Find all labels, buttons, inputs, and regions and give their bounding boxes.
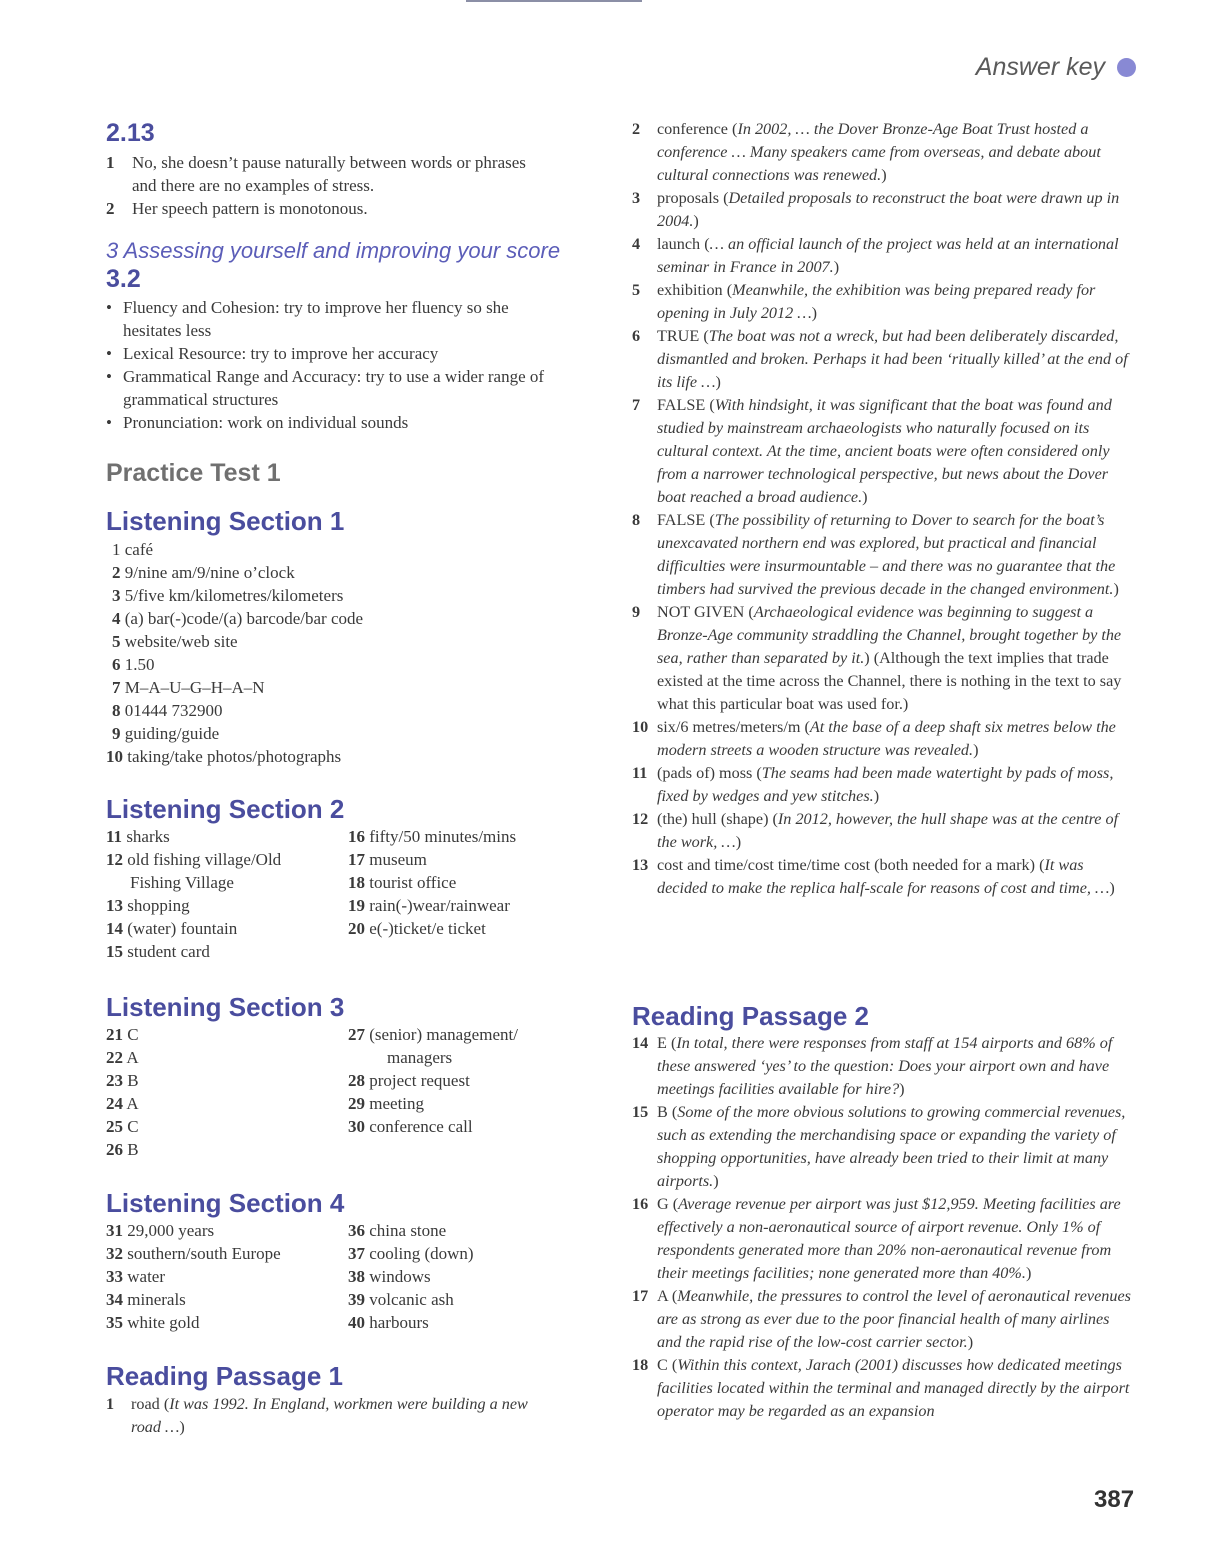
answer-item: 16 G (Average revenue per airport was just $12,959. Meeting facilities are effectively a non-aeronautical source of airport revenue. Only 1% of respondents generated more than 20% non-aeronautical revenue from their meetings facilities; none generated more than 40%.) xyxy=(632,1193,1136,1285)
answer-quote: With hindsight, it was significant that the boat was found and studied by mainstream archaeologists who naturally focused on its cultural context. At the time, ancient boats were often considered only from a narrower technological perspective, but news about the Dover boat reached a broad audience. xyxy=(657,396,1112,506)
list-item-continuation xyxy=(348,1046,606,1069)
list-item xyxy=(106,1288,348,1311)
list-item xyxy=(348,1219,606,1242)
ls2-heading: Listening Section 2 xyxy=(106,794,345,824)
item-text: guiding/guide xyxy=(124,724,220,743)
item-number: 2 xyxy=(112,563,121,582)
list-item xyxy=(106,894,348,917)
answer-quote: … an official launch of the project was held at an international seminar in France in 2007. xyxy=(657,235,1119,276)
list-item xyxy=(106,1242,348,1265)
item-text: 5/five km/kilometres/kilometers xyxy=(124,586,344,605)
listening-section-4 xyxy=(106,1187,606,1334)
item-number: 5 xyxy=(112,632,121,651)
item-number: 15 xyxy=(632,1103,649,1121)
item-number: 10 xyxy=(106,747,123,766)
answer-item: 9 NOT GIVEN (Archaeological evidence was beginning to suggest a Bronze-Age community straddling the Channel, brought together by the sea, rather than separated by it.) (Although the text implies that trade existed at the time across the Channel, there is nothing in the text to say what this particular boat was used for.) xyxy=(632,601,1136,716)
item-text: C xyxy=(127,1025,139,1044)
item-number: 10 xyxy=(632,718,649,736)
item-text: C xyxy=(127,1117,139,1136)
heading-2-13: 2.13 xyxy=(106,119,155,147)
ls3-columns xyxy=(106,1023,606,1161)
list-item xyxy=(106,1115,348,1138)
page-number: 387 xyxy=(1094,1486,1135,1513)
item-text: museum xyxy=(369,850,427,869)
answer-text: A xyxy=(657,1287,668,1305)
list-item xyxy=(106,699,606,722)
section-2-13 xyxy=(106,118,606,220)
list-item xyxy=(106,538,606,561)
item-number: 8 xyxy=(632,511,641,529)
answer-text: cost and time/cost time/time cost (both needed for a mark) xyxy=(657,856,1036,874)
ls1-heading: Listening Section 1 xyxy=(106,506,345,536)
item-text: minerals xyxy=(127,1290,186,1309)
practice-test-heading xyxy=(106,458,606,488)
item-number: 23 xyxy=(106,1071,123,1090)
item-text: (a) bar(-)code/(a) barcode/bar code xyxy=(124,609,364,628)
list-item xyxy=(106,745,606,768)
answer-item: 6 TRUE (The boat was not a wreck, but had been deliberately discarded, dismantled and broken. Perhaps it had been ‘ritually killed’ at the end of its life …) xyxy=(632,325,1136,394)
item-number: 26 xyxy=(106,1140,123,1159)
answer-quote: Meanwhile, the pressures to control the level of aeronautical revenues are as strong as ever due to the poor financial health of many airlines and the rapid rise of the low-cost carrier sector. xyxy=(657,1287,1131,1351)
answer-text: (the) hull (shape) xyxy=(657,810,769,828)
list-item xyxy=(106,630,606,653)
bullet-icon: • xyxy=(106,413,112,432)
bullet-item xyxy=(106,342,606,365)
item-number: 32 xyxy=(106,1244,123,1263)
bullet-icon: • xyxy=(106,344,112,363)
item-number: 14 xyxy=(632,1034,649,1052)
section-3-2 xyxy=(106,264,606,434)
item-number: 17 xyxy=(348,850,365,869)
bullet-icon: • xyxy=(106,298,112,317)
answer-text: B xyxy=(657,1103,668,1121)
item-number: 9 xyxy=(112,724,121,743)
list-item xyxy=(106,1046,348,1069)
item-text: project request xyxy=(369,1071,470,1090)
reading-passage-1 xyxy=(106,1360,606,1439)
item-text: café xyxy=(124,540,154,559)
list-item xyxy=(348,1265,606,1288)
answer-item: 4 launch (… an official launch of the project was held at an international seminar in France in 2007.) xyxy=(632,233,1136,279)
list-item xyxy=(348,1311,606,1334)
item-text: (senior) management/ xyxy=(369,1025,518,1044)
answer-quote: Meanwhile, the exhibition was being prepared ready for opening in July 2012 … xyxy=(657,281,1096,322)
answer-item: 15 B (Some of the more obvious solutions to growing commercial revenues, such as extending the merchandising space or expanding the variety of shopping opportunities, have already been tried to their limit at many airports.) xyxy=(632,1101,1136,1193)
answer-item: 5 exhibition (Meanwhile, the exhibition was being prepared ready for opening in July 2012 …) xyxy=(632,279,1136,325)
rp1-first-answer xyxy=(106,1393,606,1439)
list-item xyxy=(106,722,606,745)
rp1-heading: Reading Passage 1 xyxy=(106,1361,343,1391)
list-item xyxy=(106,676,606,699)
answer-text: FALSE xyxy=(657,396,706,414)
answer-text: conference xyxy=(657,120,728,138)
ls3-col2 xyxy=(348,1023,606,1161)
list-item xyxy=(106,940,348,963)
item-text: white gold xyxy=(127,1313,200,1332)
list-item xyxy=(348,894,606,917)
list-item xyxy=(348,1092,606,1115)
list-item xyxy=(106,561,606,584)
list-item xyxy=(348,1288,606,1311)
item-text: 29,000 years xyxy=(127,1221,215,1240)
item-number: 31 xyxy=(106,1221,123,1240)
list-item xyxy=(106,197,606,220)
item-text: rain(-)wear/rainwear xyxy=(369,896,510,915)
answer-quote: The possibility of returning to Dover to search for the boat’s unexcavated northern end was explored, but practical and financial difficulties were insurmountable – and there was no guarantee that the timbers had survived the previous decade in the changed environment. xyxy=(657,511,1116,598)
list-item xyxy=(106,1069,348,1092)
answer-item: 17 A (Meanwhile, the pressures to control the level of aeronautical revenues are as strong as ever due to the poor financial health of many airlines and the rapid rise of the low-cost carrier sector.) xyxy=(632,1285,1136,1354)
item-text: fifty/50 minutes/mins xyxy=(369,827,517,846)
list-item xyxy=(106,848,348,871)
answer-text: exhibition xyxy=(657,281,723,299)
answer-quote: In 2002, … the Dover Bronze-Age Boat Trust hosted a conference … Many speakers came from overseas, and debate about cultural connections was renewed. xyxy=(657,120,1101,184)
answer-item: 2 conference (In 2002, … the Dover Bronze-Age Boat Trust hosted a conference … Many speakers came from overseas, and debate about cultural connections was renewed.) xyxy=(632,118,1136,187)
item-text: 1.50 xyxy=(124,655,155,674)
item-text: volcanic ash xyxy=(369,1290,454,1309)
answer-quote: Average revenue per airport was just $12,959. Meeting facilities are effectively a non-aeronautical source of airport revenue. Only 1% of respondents generated more than 20% non-aeronautical revenue from their meetings facilities; none generated more than 40%. xyxy=(657,1195,1121,1282)
item-number: 4 xyxy=(632,235,641,253)
answer-item: 11 (pads of) moss (The seams had been made watertight by pads of moss, fixed by wedges and yew stitches.) xyxy=(632,762,1136,808)
item-text: website/web site xyxy=(124,632,238,651)
answer-text: FALSE xyxy=(657,511,706,529)
item-text: meeting xyxy=(369,1094,425,1113)
list-item xyxy=(106,1311,348,1334)
answer-quote: The boat was not a wreck, but had been deliberately discarded, dismantled and broken. Perhaps it had been ‘ritually killed’ at the end of its life … xyxy=(657,327,1128,391)
item-number: 40 xyxy=(348,1313,365,1332)
item-number: 8 xyxy=(112,701,121,720)
answer-item: 8 FALSE (The possibility of returning to Dover to search for the boat’s unexcavated northern end was explored, but practical and financial difficulties were insurmountable – and there was no guarantee that the timbers had survived the previous decade in the changed environment.) xyxy=(632,509,1136,601)
answer-text: E xyxy=(657,1034,667,1052)
listening-section-2 xyxy=(106,793,606,963)
item-text: B xyxy=(127,1140,139,1159)
list-item xyxy=(348,917,606,940)
list-item xyxy=(106,1138,348,1161)
item-number: 21 xyxy=(106,1025,123,1044)
item-number: 33 xyxy=(106,1267,123,1286)
item-number: 6 xyxy=(112,655,121,674)
item-number: 2 xyxy=(632,120,641,138)
list-item xyxy=(348,1242,606,1265)
answer-item: 14 E (In total, there were responses from staff at 154 airports and 68% of these answered ‘yes’ to the question: Does your airport own and have meetings facilities available for hire?) xyxy=(632,1032,1136,1101)
item-text: (water) fountain xyxy=(127,919,238,938)
item-text: 9/nine am/9/nine o’clock xyxy=(124,563,295,582)
item-number: 16 xyxy=(348,827,365,846)
item-text: student card xyxy=(127,942,210,961)
answer-item: 10 six/6 metres/meters/m (At the base of a deep shaft six metres below the modern streets a wooden structure was revealed.) xyxy=(632,716,1136,762)
answer-quote: The seams had been made watertight by pads of moss, fixed by wedges and yew stitches. xyxy=(657,764,1114,805)
item-text: M–A–U–G–H–A–N xyxy=(124,678,265,697)
list-item xyxy=(106,653,606,676)
answer-text: proposals xyxy=(657,189,720,207)
listening-section-3 xyxy=(106,991,606,1161)
item-number: 16 xyxy=(632,1195,649,1213)
item-number: 18 xyxy=(348,873,365,892)
reading-passage-1-continued xyxy=(632,118,1136,900)
answer-item: 3 proposals (Detailed proposals to reconstruct the boat were drawn up in 2004.) xyxy=(632,187,1136,233)
answer-text: launch xyxy=(657,235,701,253)
item-text: water xyxy=(127,1267,166,1286)
header-title: Answer key xyxy=(975,52,1105,81)
answer-quote: At the base of a deep shaft six metres below the modern streets a wooden structure was revealed. xyxy=(657,718,1116,759)
item-number: 7 xyxy=(632,396,641,414)
answer-text: TRUE xyxy=(657,327,700,345)
bullet-item xyxy=(106,296,606,342)
answer-quote: In 2012, however, the hull shape was at the centre of the work, … xyxy=(657,810,1119,851)
item-text: 01444 732900 xyxy=(124,701,223,720)
list-item xyxy=(106,1265,348,1288)
list-item xyxy=(106,607,606,630)
answer-text: (pads of) moss xyxy=(657,764,753,782)
bullet-item xyxy=(106,365,606,411)
list-item xyxy=(106,1092,348,1115)
list-2-13 xyxy=(106,151,606,220)
ls3-col1 xyxy=(106,1023,348,1161)
item-number: 30 xyxy=(348,1117,365,1136)
chapter-3-heading xyxy=(106,236,606,266)
bullet-text: Grammatical Range and Accuracy: try to use a wider range of grammatical structures xyxy=(123,367,545,409)
item-number: 7 xyxy=(112,678,121,697)
ls2-col1 xyxy=(106,825,348,963)
reading-passage-2 xyxy=(632,1000,1136,1423)
item-number: 11 xyxy=(632,764,648,782)
item-text: Fishing Village xyxy=(130,873,234,892)
ls2-columns xyxy=(106,825,606,963)
answer-item: 7 FALSE (With hindsight, it was significant that the boat was found and studied by mainstream archaeologists who naturally focused on its cultural context. At the time, ancient boats were often considered only from a narrower technological perspective, but news about the Dover boat reached a broad audience.) xyxy=(632,394,1136,509)
item-number: 38 xyxy=(348,1267,365,1286)
item-text: harbours xyxy=(369,1313,429,1332)
chapter-title: 3 Assessing yourself and improving your score xyxy=(106,238,561,263)
item-number: 13 xyxy=(106,896,123,915)
item-number: 37 xyxy=(348,1244,365,1263)
item-number: 27 xyxy=(348,1025,365,1044)
item-number: 4 xyxy=(112,609,121,628)
list-item xyxy=(106,584,606,607)
ls4-heading: Listening Section 4 xyxy=(106,1188,345,1218)
item-number: 22 xyxy=(106,1048,123,1067)
answer-note: (Although the text implies that trade existed at the time across the Channel, there is nothing in the text to say what this particular boat was used for.) xyxy=(657,649,1122,713)
list-item xyxy=(106,151,606,197)
item-number: 5 xyxy=(632,281,641,299)
item-number: 3 xyxy=(632,189,641,207)
bullet-list xyxy=(106,296,606,434)
list-item xyxy=(348,825,606,848)
item-number: 18 xyxy=(632,1356,649,1374)
rp2-heading: Reading Passage 2 xyxy=(632,1001,869,1031)
list-item xyxy=(106,1219,348,1242)
heading-3-2: 3.2 xyxy=(106,265,141,293)
answer-text: C xyxy=(657,1356,668,1374)
item-number: 1 xyxy=(106,1395,115,1413)
item-number: 1 xyxy=(112,540,121,559)
item-number: 1 xyxy=(106,153,115,172)
item-text: china stone xyxy=(369,1221,447,1240)
bullet-item xyxy=(106,411,606,434)
bullet-text: Fluency and Cohesion: try to improve her fluency so she hesitates less xyxy=(123,298,509,340)
answer-quote: Within this context, Jarach (2001) discusses how dedicated meetings facilities located within the terminal and managed directly by the airport operator may be regarded as an expansion xyxy=(657,1356,1130,1420)
item-text: tourist office xyxy=(369,873,457,892)
answer-text: road xyxy=(131,1395,160,1413)
item-number: 19 xyxy=(348,896,365,915)
item-text: Her speech pattern is monotonous. xyxy=(132,199,368,218)
ls4-columns xyxy=(106,1219,606,1334)
top-rule xyxy=(466,0,642,2)
header-dot-icon xyxy=(1117,58,1136,77)
item-text: No, she doesn’t pause naturally between words or phrases and there are no examples of stress. xyxy=(132,153,526,195)
ls1-list xyxy=(106,538,606,768)
item-text: windows xyxy=(369,1267,431,1286)
answer-item: 12 (the) hull (shape) (In 2012, however, the hull shape was at the centre of the work, …) xyxy=(632,808,1136,854)
item-text: shopping xyxy=(127,896,190,915)
item-number: 15 xyxy=(106,942,123,961)
item-number: 13 xyxy=(632,856,649,874)
item-number: 25 xyxy=(106,1117,123,1136)
item-text: B xyxy=(127,1071,139,1090)
item-number: 14 xyxy=(106,919,123,938)
ls2-col2 xyxy=(348,825,606,963)
item-number: 34 xyxy=(106,1290,123,1309)
running-header xyxy=(976,50,1136,84)
item-number: 28 xyxy=(348,1071,365,1090)
item-number: 12 xyxy=(632,810,649,828)
item-number: 17 xyxy=(632,1287,649,1305)
item-number: 11 xyxy=(106,827,123,846)
list-item xyxy=(106,825,348,848)
answer-quote: Detailed proposals to reconstruct the boat were drawn up in 2004. xyxy=(657,189,1120,230)
item-text: taking/take photos/photographs xyxy=(127,747,342,766)
answer-item: 18 C (Within this context, Jarach (2001) discusses how dedicated meetings facilities located within the terminal and managed directly by the airport operator may be regarded as an expansion xyxy=(632,1354,1136,1423)
answer-text: six/6 metres/meters/m xyxy=(657,718,801,736)
answer-text: NOT GIVEN xyxy=(657,603,745,621)
list-item xyxy=(348,1069,606,1092)
rp2-answer-list xyxy=(632,1032,1136,1423)
item-text: sharks xyxy=(126,827,170,846)
answer-quote: In total, there were responses from staff at 154 airports and 68% of these answered ‘yes’ to the question: Does your airport own and have meetings facilities available for hire? xyxy=(657,1034,1113,1098)
item-text: managers xyxy=(387,1048,453,1067)
list-item xyxy=(106,1023,348,1046)
answer-item: 13 cost and time/cost time/time cost (both needed for a mark) (It was decided to make the replica half-scale for reasons of cost and time, …) xyxy=(632,854,1136,900)
item-number: 35 xyxy=(106,1313,123,1332)
item-text: old fishing village/Old xyxy=(127,850,282,869)
item-text: cooling (down) xyxy=(369,1244,474,1263)
item-number: 36 xyxy=(348,1221,365,1240)
bullet-icon: • xyxy=(106,367,112,386)
answer-quote: Archaeological evidence was beginning to suggest a Bronze-Age community straddling the Channel, brought together by the sea, rather than separated by it. xyxy=(657,603,1122,667)
ls4-col2 xyxy=(348,1219,606,1334)
bullet-text: Pronunciation: work on individual sounds xyxy=(123,413,409,432)
item-number: 39 xyxy=(348,1290,365,1309)
item-number: 24 xyxy=(106,1094,123,1113)
answer-quote: Some of the more obvious solutions to growing commercial revenues, such as extending the merchandising space or expanding the variety of shopping opportunities, have already been tried to their limit at many airports. xyxy=(657,1103,1126,1190)
practice-test-title: Practice Test 1 xyxy=(106,459,281,487)
list-item-continuation xyxy=(106,871,348,894)
item-number: 29 xyxy=(348,1094,365,1113)
answer-quote: It was 1992. In England, workmen were building a new road … xyxy=(131,1395,528,1436)
item-text: A xyxy=(126,1094,139,1113)
item-number: 12 xyxy=(106,850,123,869)
bullet-text: Lexical Resource: try to improve her accuracy xyxy=(123,344,439,363)
answer-item: 1 road (It was 1992. In England, workmen were building a new road …) xyxy=(106,1393,536,1439)
list-item xyxy=(348,848,606,871)
item-number: 20 xyxy=(348,919,365,938)
answer-quote: It was decided to make the replica half-scale for reasons of cost and time, … xyxy=(657,856,1110,897)
list-item xyxy=(106,917,348,940)
rp1-answer-list xyxy=(632,118,1136,900)
item-text: southern/south Europe xyxy=(127,1244,281,1263)
item-number: 2 xyxy=(106,199,115,218)
answer-text: G xyxy=(657,1195,669,1213)
item-text: A xyxy=(126,1048,139,1067)
ls4-col1 xyxy=(106,1219,348,1334)
ls3-heading: Listening Section 3 xyxy=(106,992,345,1022)
item-text: conference call xyxy=(369,1117,473,1136)
item-text: e(-)ticket/e ticket xyxy=(369,919,486,938)
item-number: 9 xyxy=(632,603,641,621)
list-item xyxy=(348,871,606,894)
item-number: 3 xyxy=(112,586,121,605)
list-item xyxy=(348,1115,606,1138)
item-number: 6 xyxy=(632,327,641,345)
list-item xyxy=(348,1023,606,1046)
listening-section-1 xyxy=(106,505,606,768)
